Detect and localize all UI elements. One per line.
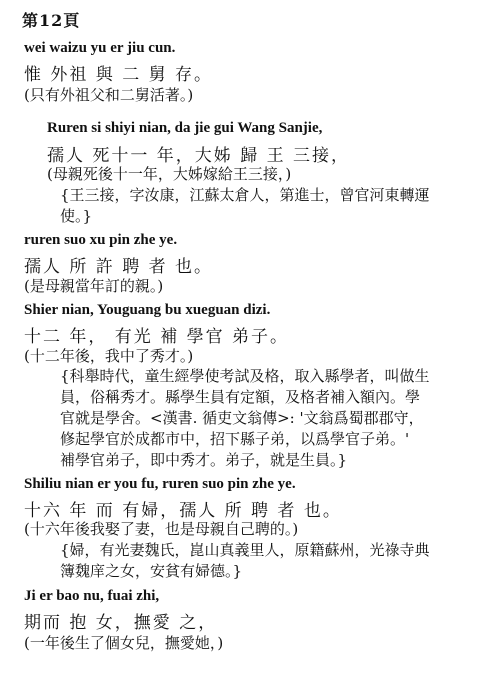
annotation-line: 官就是學舍。<漢書. 循吏文翁傳>: '文翁爲蜀郡郡守，: [60, 409, 424, 427]
annotation-line: 補學官弟子，即中秀才。弟子，就是生員。}: [60, 451, 348, 469]
pinyin-line: Shier nian, Youguang bu xueguan dizi.: [24, 302, 271, 318]
pinyin-line: Ji er bao nu, fuai zhi,: [24, 588, 160, 604]
annotation-line: 員，俗稱秀才。縣學生員有定額，及格者補入額內。學: [60, 388, 421, 406]
annotation-line: 使。}: [60, 207, 93, 225]
chinese-line: 十二 年， 有光 補 學官 弟子。: [24, 327, 290, 347]
annotation-line: {科舉時代，童生經學使考試及格，取入縣學者，叫做生: [60, 367, 430, 385]
chinese-line: 孺人 死十一 年，大姊 歸 王 三接，: [47, 146, 351, 166]
annotation-line: {婦，有光妻魏氏，崑山真義里人，原籍蘇州，光祿寺典: [60, 541, 430, 559]
pinyin-line: Shiliu nian er you fu, ruren suo pin zhe ye.: [24, 476, 296, 492]
pinyin-line: Ruren si shiyi nian, da jie gui Wang Sanjie,: [47, 120, 323, 136]
translation-line: (只有外祖父和二舅活著。): [24, 86, 194, 104]
pinyin-line: wei waizu yu er jiu cun.: [24, 40, 176, 56]
chinese-line: 期而 抱 女，撫愛 之，: [24, 613, 218, 633]
translation-line: (十二年後，我中了秀才。): [24, 347, 194, 365]
chinese-line: 十六 年 而 有婦，孺人 所 聘 者 也。: [24, 501, 342, 521]
chinese-line: 惟 外祖 與 二 舅 存。: [24, 65, 214, 85]
translation-line: (一年後生了個女兒，撫愛她，): [24, 634, 224, 652]
chinese-line: 孺人 所 許 聘 者 也。: [24, 257, 214, 277]
pinyin-line: ruren suo xu pin zhe ye.: [24, 232, 178, 248]
annotation-line: {王三接，字汝康，江蘇太倉人，第進士，曾官河東轉運: [60, 186, 430, 204]
annotation-line: 簿魏庠之女，安貧有婦德。}: [60, 562, 243, 580]
page-number-label: 第12頁: [22, 11, 81, 30]
annotation-line: 修起學官於成都市中，招下縣子弟，以爲學官子弟。': [60, 430, 410, 448]
translation-line: (是母親當年訂的親。): [24, 277, 164, 295]
translation-line: (十六年後我娶了妻，也是母親自己聘的。): [24, 520, 299, 538]
translation-line: (母親死後十一年，大姊嫁給王三接，): [47, 165, 292, 183]
